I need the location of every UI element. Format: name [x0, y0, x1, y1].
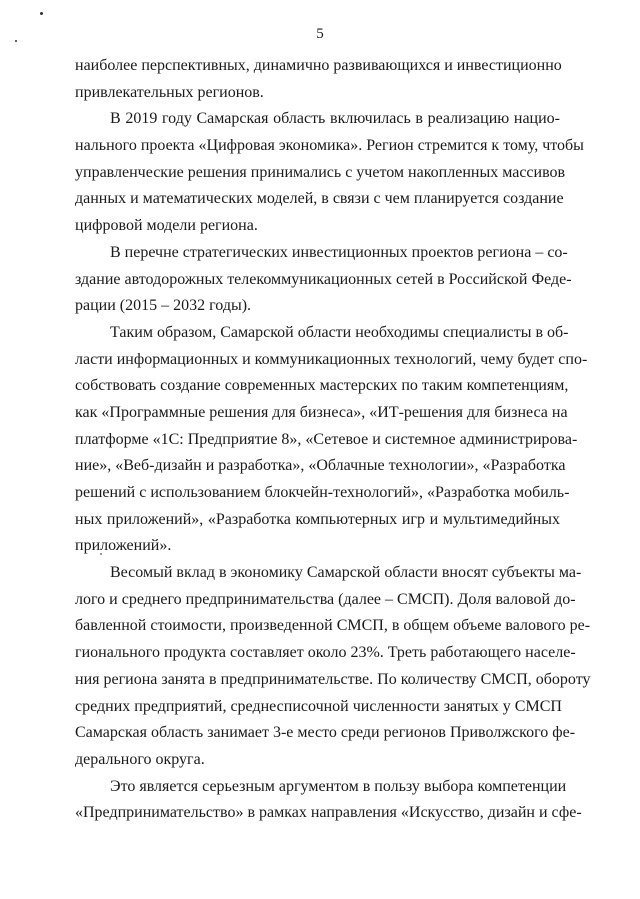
text-line: собствовать создание современных мастерских по таким компетенциям, — [75, 377, 569, 395]
text-line: решений с использованием блокчейн-технологий», «Разработка мобиль- — [75, 484, 570, 501]
text-line: средних предприятий, среднесписочной численности занятых у СМСП — [75, 697, 562, 715]
text-line: как «Программные решения для бизнеса», «ИТ-решения для бизнеса на — [75, 403, 568, 421]
text-line: «Предпринимательство» в рамках направления «Искусство, дизайн и сфе- — [75, 804, 582, 822]
document-body — [75, 53, 591, 827]
text-line: гионального продукта составляет около 23%. Треть работающего населе- — [75, 644, 576, 662]
text-line: дерального округа. — [75, 750, 205, 768]
text-line: наиболее перспективных, динамично развивающихся и инвестиционно — [75, 57, 562, 74]
text-line: привлекательных регионов. — [75, 83, 264, 101]
text-line: приложений». — [75, 537, 172, 555]
paragraph — [75, 106, 584, 239]
text-line: Самарская область занимает 3-е место среди регионов Приволжского фе- — [75, 724, 576, 742]
scan-speck — [40, 12, 43, 15]
text-line: ных приложений», «Разработка компьютерных игр и мультимедийных — [75, 510, 560, 528]
paragraph — [75, 53, 560, 106]
text-line: нального проекта «Цифровая экономика». Регион стремится к тому, чтобы — [75, 137, 584, 155]
paragraph — [75, 560, 591, 774]
text-line: здание автодорожных телекоммуникационных сетей в Российской Феде- — [75, 270, 572, 288]
text-line: Весомый вклад в экономику Самарской области вносят субъекты ма- — [110, 564, 582, 582]
text-line: В 2019 году Самарская область включилась в реализацию нацио- — [110, 110, 560, 128]
paragraph — [75, 774, 582, 827]
text-line: Таким образом, Самарской области необходимы специалисты в об- — [110, 323, 569, 341]
text-line: лого и среднего предпринимательства (далее – СМСП). Доля валовой до- — [75, 590, 576, 608]
text-line: Это является серьезным аргументом в пользу выбора компетенции — [110, 777, 567, 795]
text-line: В перечне стратегических инвестиционных проектов региона – со- — [110, 243, 568, 261]
text-line: платформе «1С: Предприятие 8», «Сетевое и системное администрирова- — [75, 430, 578, 448]
text-line: ния региона занята в предпринимательстве. По количеству СМСП, обороту — [75, 670, 591, 688]
text-line: ласти информационных и коммуникационных технологий, чему будет спо- — [75, 350, 588, 368]
text-line: данных и математических моделей, в связи с чем планируется создание — [75, 190, 564, 208]
paragraph — [75, 240, 572, 320]
text-line: ние», «Веб-дизайн и разработка», «Облачные технологии», «Разработка — [75, 457, 566, 475]
page-number: 5 — [316, 26, 324, 42]
text-line: рации (2015 – 2032 годы). — [75, 297, 252, 315]
text-line: цифровой модели региона. — [75, 217, 258, 235]
paragraph — [75, 320, 588, 560]
text-line: бавленной стоимости, произведенной СМСП, в общем объеме валового ре- — [75, 617, 591, 635]
text-line: управленческие решения принимались с учетом накопленных массивов — [75, 163, 566, 181]
